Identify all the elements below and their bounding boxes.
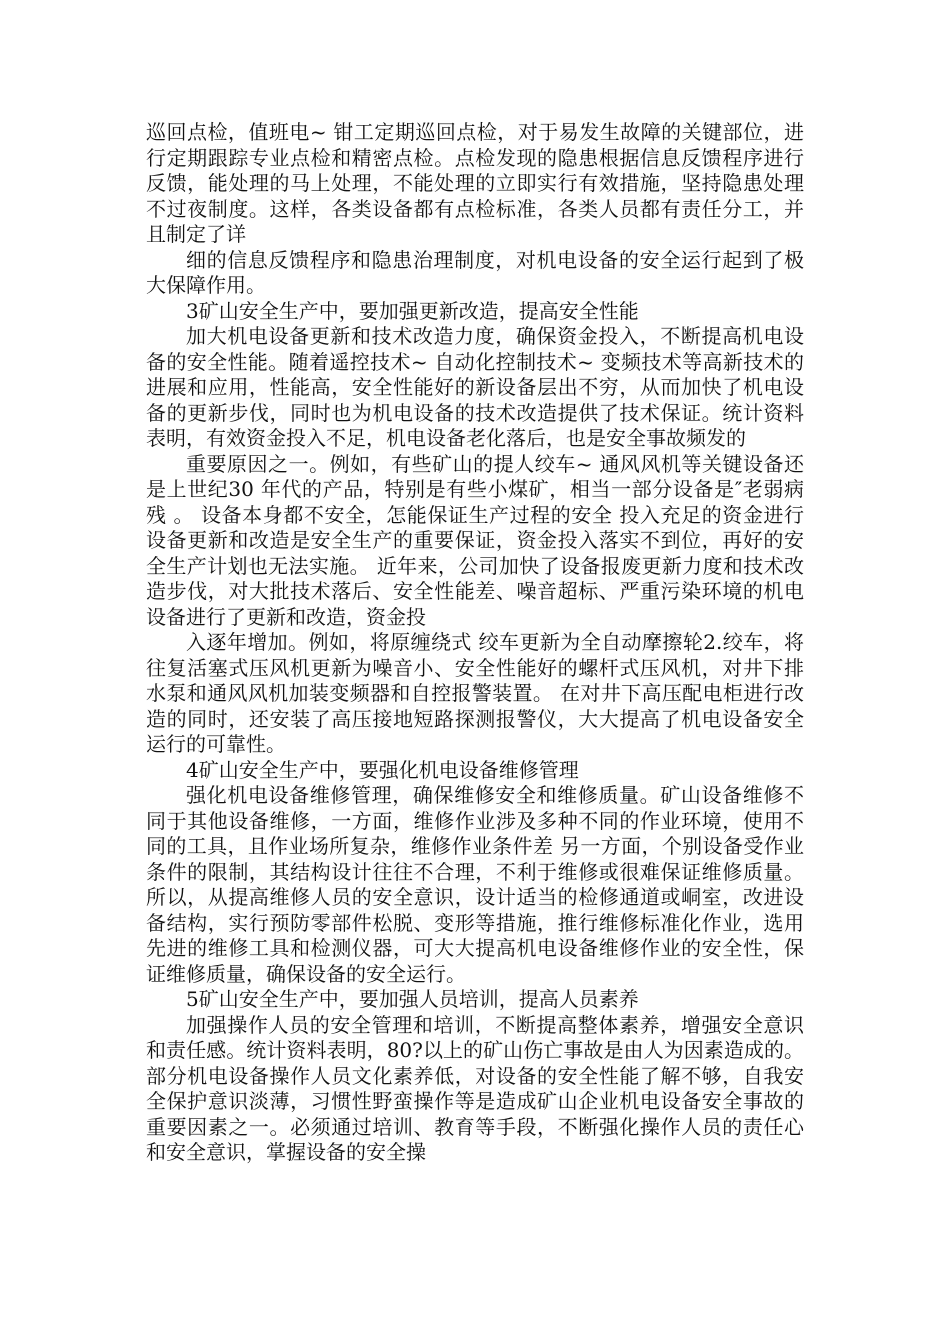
- paragraph-1: 巡回点检，值班电~ 钳工定期巡回点检，对于易发生故障的关键部位，进行定期跟踪专业点检和精密点检。点检发现的隐患根据信息反馈程序进行反馈，能处理的马上处理，不能处理的立即实行有效措施，坚持隐患处理不过夜制度。这样，各类设备都有点检标准，各类人员都有责任分工，并且制定了详: [146, 120, 804, 246]
- paragraph-6: 入逐年增加。例如，将原缠绕式 绞车更新为全自动摩擦轮2.绞车，将往复活塞式压风机更新为噪音小、安全性能好的螺杆式压风机，对井下排水泵和通风风机加装变频器和自控报警装置。 在对井下高压配电柜进行改造的同时，还安装了高压接地短路探测报警仪，大大提高了机电设备安全运行的可靠性。: [146, 630, 804, 756]
- paragraph-8: 强化机电设备维修管理，确保维修安全和维修质量。矿山设备维修不同于其他设备维修，一方面，维修作业涉及多种不同的作业环境，使用不同的工具，且作业场所复杂，维修作业条件差 另一方面，个别设备受作业条件的限制，其结构设计往往不合理，不利于维修或很难保证维修质量。 所以，从提高维修人员的安全意识，设计适当的检修通道或峒室，改进设备结构，实行预防零部件松脱、变形等措施，推行维修标准化作业，选用先进的维修工具和检测仪器，可大大提高机电设备维修作业的安全性，保证维修质量，确保设备的安全运行。: [146, 783, 804, 986]
- paragraph-4: 加大机电设备更新和技术改造力度，确保资金投入，不断提高机电设备的安全性能。随着遥控技术~ 自动化控制技术~ 变频技术等高新技术的进展和应用，性能高，安全性能好的新设备层出不穷，从而加快了机电设备的更新步伐，同时也为机电设备的技术改造提供了技术保证。统计资料表明，有效资金投入不足，机电设备老化落后，也是安全事故频发的: [146, 324, 804, 450]
- section-heading-3: 3矿山安全生产中，要加强更新改造，提高安全性能: [186, 298, 639, 323]
- paragraph-10: 加强操作人员的安全管理和培训，不断提高整体素养，增强安全意识和责任感。统计资料表明，80?以上的矿山伤亡事故是由人为因素造成的。部分机电设备操作人员文化素养低，对设备的安全性能了解不够，自我安全保护意识淡薄，习惯性野蛮操作等是造成矿山企业机电设备安全事故的重要因素之一。必须通过培训、教育等手段，不断强化操作人员的责任心和安全意识，掌握设备的安全操: [146, 1012, 804, 1164]
- paragraph-5: 重要原因之一。例如，有些矿山的提人绞车~ 通风风机等关键设备还是上世纪30 年代的产品，特别是有些小煤矿，相当一部分设备是″老弱病残 。 设备本身都不安全，怎能保证生产过程的安全 投入充足的资金进行设备更新和改造是安全生产的重要保证，资金投入落实不到位，再好的安全生产计划也无法实施。 近年来，公司加快了设备报废更新力度和技术改造步伐，对大批技术落后、安全性能差、噪音超标、严重污染环境的机电设备进行了更新和改造，资金投: [146, 451, 804, 629]
- section-heading-4: 4矿山安全生产中，要强化机电设备维修管理: [186, 757, 579, 782]
- section-heading-5: 5矿山安全生产中，要加强人员培训，提高人员素养: [186, 987, 639, 1011]
- document-body: [146, 120, 804, 1166]
- paragraph-2: 细的信息反馈程序和隐患治理制度，对机电设备的安全运行起到了极大保障作用。: [146, 247, 804, 297]
